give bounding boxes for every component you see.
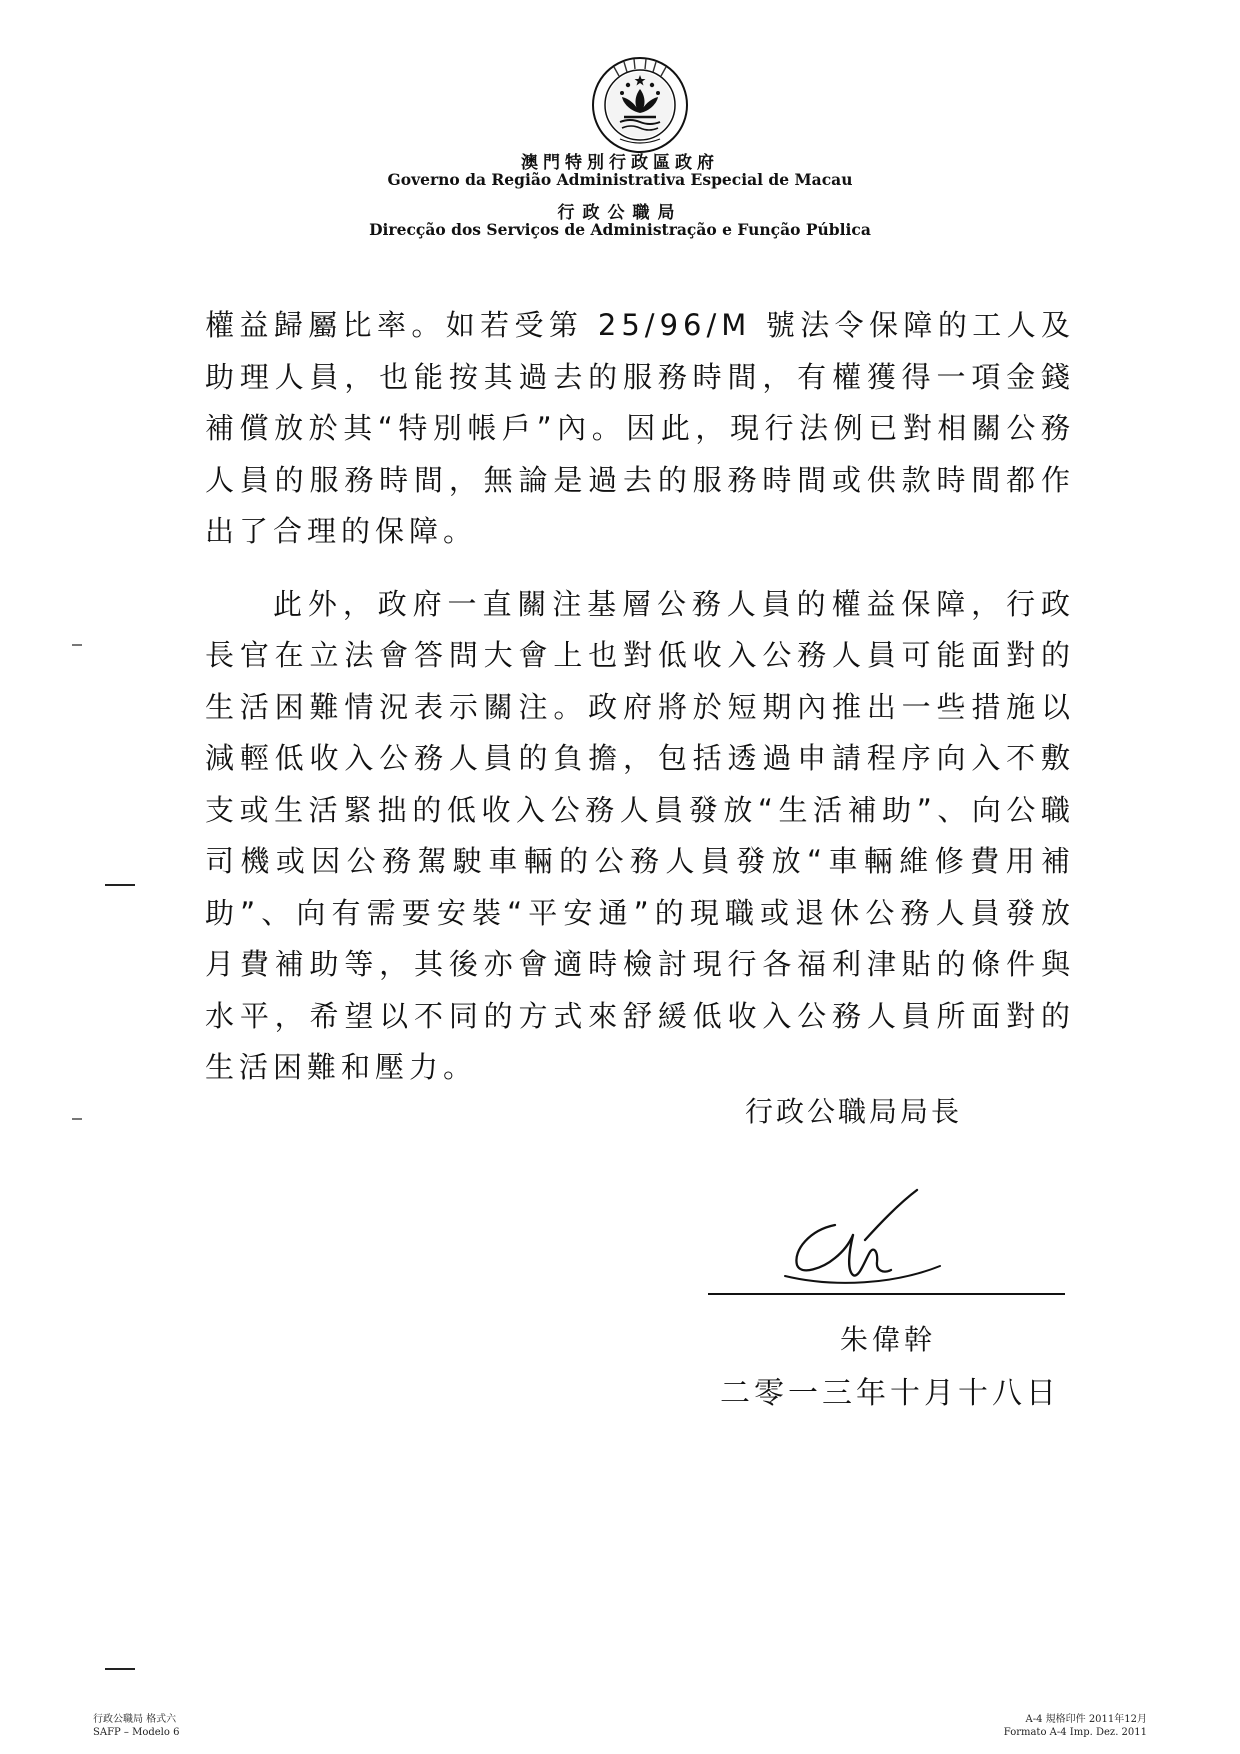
macau-emblem-icon [590,55,690,155]
department-name-portuguese: Direcção dos Serviços de Administração e Função Pública [369,220,871,239]
government-name-portuguese: Governo da Região Administrativa Especial de Macau [387,170,853,189]
footer-left-line-2: SAFP – Modelo 6 [93,1727,180,1738]
signer-name: 朱偉幹 [840,1323,937,1356]
body-paragraph-1: 權益歸屬比率。如若受第 25/96/M 號法令保障的工人及助理人員，也能按其過去的服務時間，有權獲得一項金錢補償放於其“特別帳戶”內。因此，現行法例已對相關公務人員的服務時間，無論是過去的服務時間或供款時間都作出了合理的保障。 [205,308,1075,548]
footer-right-line-1: A-4 規格印件 2011年12月 [1025,1714,1147,1725]
margin-mark [72,644,82,646]
fold-mark [105,1668,135,1670]
signature-line [708,1293,1065,1295]
fold-mark [105,884,135,886]
footer-right-line-2: Formato A-4 Imp. Dez. 2011 [1003,1727,1147,1738]
body-paragraph-2: 此外，政府一直關注基層公務人員的權益保障，行政長官在立法會答問大會上也對低收入公務人員可能面對的生活困難情況表示關注。政府將於短期內推出一些措施以減輕低收入公務人員的負擔，包括透過申請程序向入不敷支或生活緊拙的低收入公務人員發放“生活補助”、向公職司機或因公務駕駛車輛的公務人員發放“車輛維修費用補助”、向有需要安裝“平安通”的現職或退休公務人員發放月費補助等，其後亦會適時檢討現行各福利津貼的條件與水平，希望以不同的方式來舒緩低收入公務人員所面對的生活困難和壓力。 [205,586,1075,1084]
margin-mark [72,1118,82,1120]
footer-print-info [1004,1713,1147,1739]
footer-left-line-1: 行政公職局 格式六 [93,1714,177,1725]
signatory-title: 行政公職局局長 [745,1095,963,1128]
signature-icon [775,1180,975,1290]
footer-form-code [93,1713,179,1739]
department-name-chinese: 行政公職局 [557,203,683,223]
letter-body [205,300,1075,1094]
letter-date: 二零一三年十月十八日 [720,1376,1060,1411]
government-name-chinese: 澳門特別行政區政府 [521,153,719,173]
